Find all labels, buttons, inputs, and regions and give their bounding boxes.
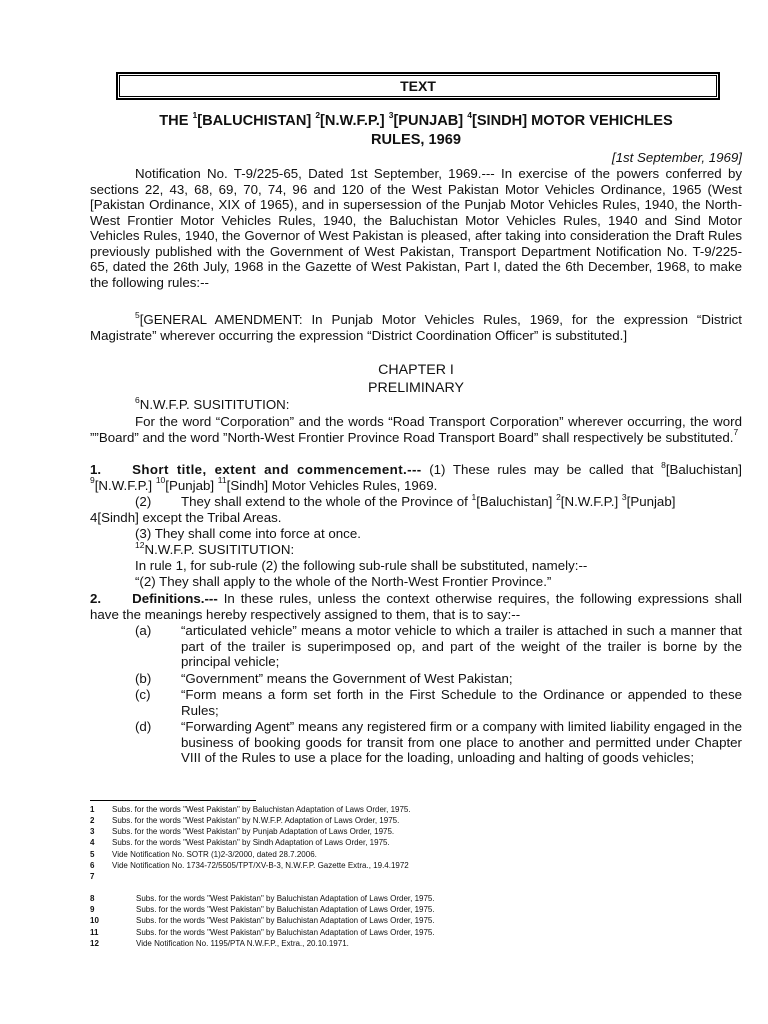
definition-b-label: (b)	[135, 671, 152, 686]
definition-a-text: “articulated vehicle” means a motor vehicle to which a trailer is attached in such a manner that part of the trailer is superimposed op, and part of the weight of the trailer is borne by the principal vehicle;	[181, 623, 742, 669]
footnote-separator	[90, 800, 256, 801]
rule-1-sub-2-text: They shall extend to the whole of the Province of $^1$[Baluchistan] $^2$[N.W.F.P.] $^3$[Punjab]	[181, 491, 676, 509]
general-amendment: $^5$[GENERAL AMENDMENT: In Punjab Motor Vehicles Rules, 1969, for the expression “District Magistrate” wherever occurring the expression “District Coordination Officer” is substituted.]	[90, 309, 742, 343]
notification-date: [1st September, 1969]	[611, 150, 742, 165]
rule-1-sub-3: (3) They shall come into force at once.	[135, 526, 361, 541]
page-title	[90, 112, 742, 150]
definition-a-label: (a)	[135, 623, 152, 638]
header-box	[116, 72, 720, 100]
definition-c-text: “Form means a form set forth in the First Schedule to the Ordinance or appended to these Rules;	[181, 687, 742, 718]
title-line-2: RULES, 1969	[370, 132, 462, 148]
definition-d-text: “Forwarding Agent” means any registered firm or a company with limited liability engaged in the business of booking goods for transit from one place to another and permitted under Chapter VIII of the Rules to use a place for the loading, unloading and halting of goods vehicles;	[181, 719, 742, 765]
chapter-number: CHAPTER I	[378, 362, 454, 378]
rule-2-definitions: 2. Definitions.--- In these rules, unless the context otherwise requires, the following expressions shall have the meanings hereby respectively assigned to them, that is to say:--	[90, 591, 742, 622]
rule-1-sub-2-line2: 4[Sindh] except the Tribal Areas.	[90, 510, 282, 525]
chapter-name: PRELIMINARY	[368, 380, 464, 396]
header-box-label: TEXT	[400, 78, 436, 94]
title-line-1: THE $^1$[BALUCHISTAN] $^2$[N.W.F.P.] $^3$[PUNJAB] $^4$[SINDH] MOTOR VEHICHLES	[159, 110, 673, 129]
nwfp-substitution-text-2: In rule 1, for sub-rule (2) the following sub-rule shall be substituted, namely:--	[135, 558, 588, 573]
nwfp-substitution-quote-2: “(2) They shall apply to the whole of the North-West Frontier Province.”	[135, 574, 552, 589]
definition-d-label: (d)	[135, 719, 152, 734]
definition-b-text: “Government” means the Government of West Pakistan;	[181, 671, 513, 686]
rule-1-sub-2-label: (2)	[135, 494, 152, 509]
nwfp-substitution-heading-2: $^{12}$N.W.F.P. SUSITITUTION:	[135, 539, 295, 557]
document-page: TEXT THE $^1$[BALUCHISTAN] $^2$[N.W.F.P.] $^3$[PUNJAB] $^4$[SINDH] MOTOR VEHICHLES RULES, 1969 [1st September, 1969] Notification No. T-9/225-65, Dated 1st September, 1969.--- In exercise of the powers conferred by sections 22, 43, 68, 69, 70, 74, 96 and 120 of the West Pakistan Motor Vehicles Ordinance, 1965 (West [Pakistan Ordinance, XIX of 1965), and in supersession of the Punjab Motor Vehicles Rules, 1940, the North- West Frontier Motor Vehicles Rules, 1940, the Baluchistan Motor Vehicles Rules, 1940 and Sind Motor Vehicles Rules, 1940, the Governor of West Pakistan is pleased, after taking into consideration the Draft Rules previously published with the Government of West Pakistan, Transport Department Notification No. T-9/225-65, dated the 26th July, 1968 in the Gazette of West Pakistan, Part I, dated the 6th December, 1968, to make the following rules:-- $^5$[GENERAL AMENDMENT: In Punjab Motor Vehicles Rules, 1969, for the expression “District Magistrate” wherever occurring the expression “District Coordination Officer” is substituted.] CHAPTER I PRELIMINARY $^6$N.W.F.P. SUSITITUTION: For the word “Corporation” and the words “Road Transport Corporation” wherever occurring, the word ””Board” and the word ”North-West Frontier Province Road Transport Board” shall respectively be substituted.$^7$ 1. Short title, extent and commencement.--- (1) These rules may be called that $^8$[Baluchistan] $^9$[N.W.F.P.] $^{10}$[Punjab] $^{11}$[Sindh] Motor Vehicles Rules, 1969. (2) They shall extend to the whole of the Province of $^1$[Baluchistan] $^2$[N.W.F.P.] $^3$[Punjab] 4[Sindh] except the Tribal Areas. (3) They shall come into force at once. $^{12}$N.W.F.P. SUSITITUTION: In rule 1, for sub-rule (2) the following sub-rule shall be substituted, namely:-- “(2) They shall apply to the whole of the North-West Frontier Province.” 2. Definitions.--- In these rules, unless the context otherwise requires, the following expressions shall have the meanings hereby respectively assigned to them, that is to say:-- (a) “articulated vehicle” means a motor vehicle to which a trailer is attached in such a manner that part of the trailer is superimposed op, and part of the weight of the trailer is borne by the principal vehicle; (b) “Government” means the Government of West Pakistan; (c) “Form means a form set forth in the First Schedule to the Ordinance or appended to these Rules; (d) “Forwarding Agent” means any registered firm or a company with limited liability engaged in the business of booking goods for transit from one place to another and permitted under Chapter VIII of the Rules to use a place for the loading, unloading and halting of goods vehicles; 1 Subs. for the words "West Pakistan" by Baluchistan Adaptation of Laws Order, 1975. 2 Subs. for the words "West Pakistan" by N.W.F.P. Adaptation of Laws Order, 1975. 3 Subs. for the words "West Pakistan" by Punjab Adaptation of Laws Order, 1975. 4 Subs. for the words "West Pakistan" by Sindh Adaptation of Laws Order, 1975. 5 Vide Notification No. SOTR (1)2-3/2000, dated 28.7.2006. 6 Vide Notification No. 1734-72/5505/TPT/XV-B-3, N.W.F.P. Gazette Extra., 19.4.1972 7 8 Subs. for the words "West Pakistan" by Baluchistan Adaptation of Laws Order, 1975. 9 Subs. for the words "West Pakistan" by Baluchistan Adaptation of Laws Order, 1975. 10 Subs. for the words "West Pakistan" by Baluchistan Adaptation of Laws Order, 1975. 11 Subs. for the words "West Pakistan" by Baluchistan Adaptation of Laws Order, 1975. 12 Vide Notification No. 1195/PTA N.W.F.P., Extra., 20.10.1971.	[0, 0, 768, 1024]
rule-1-short-title: 1. Short title, extent and commencement.--- (1) These rules may be called that $^8$[Baluchistan] $^9$[N.W.F.P.] $^{10}$[Punjab] $^{11}$[Sindh] Motor Vehicles Rules, 1969.	[90, 459, 742, 493]
nwfp-substitution-heading-1: $^6$N.W.F.P. SUSITITUTION:	[135, 394, 290, 412]
definition-c-label: (c)	[135, 687, 151, 702]
preamble-paragraph: Notification No. T-9/225-65, Dated 1st September, 1969.--- In exercise of the powers conferred by sections 22, 43, 68, 69, 70, 74, 96 and 120 of the West Pakistan Motor Vehicles Ordinance, 1965 (West [Pakistan Ordinance, XIX of 1965), and in supersession of the Punjab Motor Vehicles Rules, 1940, the North- West Frontier Motor Vehicles Rules, 1940, the Baluchistan Motor Vehicles Rules, 1940 and Sind Motor Vehicles Rules, 1940, the Governor of West Pakistan is pleased, after taking into consideration the Draft Rules previously published with the Government of West Pakistan, Transport Department Notification No. T-9/225-65, dated the 26th July, 1968 in the Gazette of West Pakistan, Part I, dated the 6th December, 1968, to make the following rules:--	[90, 166, 742, 290]
nwfp-substitution-text-1: For the word “Corporation” and the words “Road Transport Corporation” wherever occurring, the word ””Board” and the word ”North-West Frontier Province Road Transport Board” shall respectively be substituted.$^7$	[90, 414, 742, 445]
